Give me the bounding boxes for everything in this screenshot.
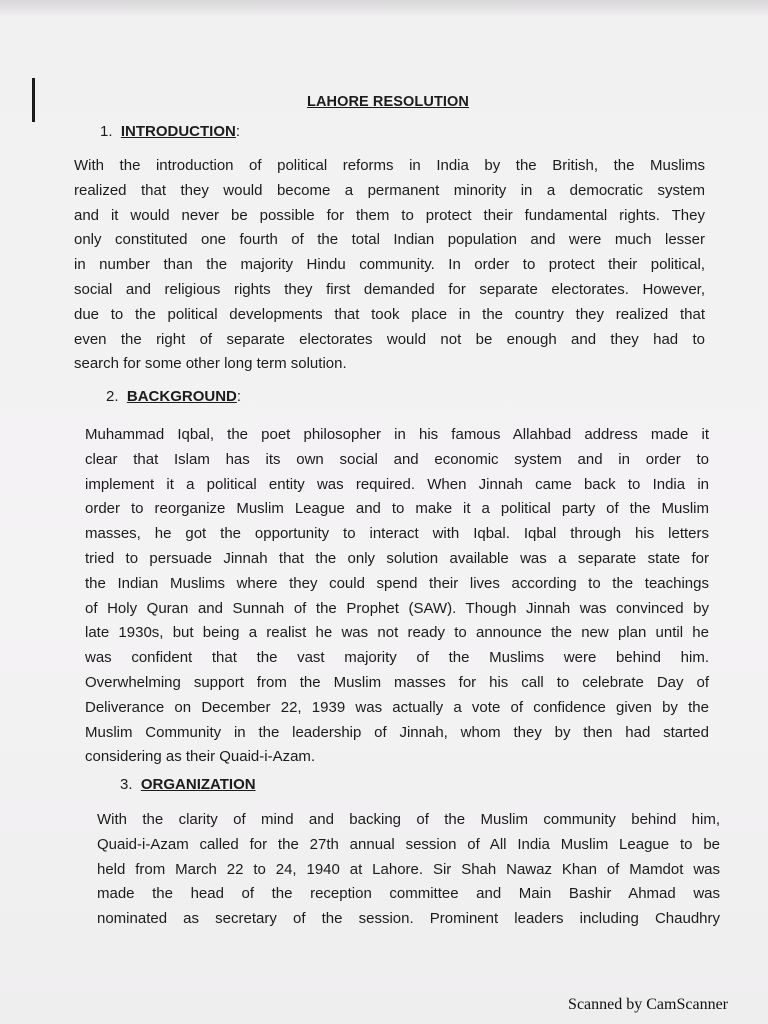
paragraph-line: clear that Islam has its own social and economic system and in order to — [85, 450, 709, 468]
paragraph-line: masses, he got the opportunity to interact with Iqbal. Iqbal through his letters — [85, 525, 709, 543]
paragraph-line: implement it a political entity was required. When Jinnah came back to India in — [85, 475, 709, 493]
paragraph-line: tried to persuade Jinnah that the only solution available was a separate state for — [85, 549, 709, 567]
paragraph-line: the Indian Muslims where they could spend their lives according to the teachings — [85, 574, 709, 592]
paragraph-line: With the clarity of mind and backing of the Muslim community behind him, — [97, 811, 720, 828]
paragraph-line: social and religious rights they first demanded for separate electorates. However, — [74, 280, 705, 298]
paragraph-line: only constituted one fourth of the total Indian population and were much lesser — [74, 231, 705, 249]
background-paragraph — [85, 423, 709, 770]
section-title: BACKGROUND — [126, 388, 237, 405]
page-top-shadow — [0, 0, 768, 16]
paragraph-line: Deliverance on December 22, 1939 was actually a vote of confidence given by the — [85, 698, 709, 716]
section-title: ORGANIZATION — [140, 776, 256, 793]
paragraph-line: Quaid-i-Azam called for the 27th annual session of All India Muslim League to be — [97, 835, 720, 853]
paragraph-line: nominated as secretary of the session. Prominent leaders including Chaudhry — [97, 910, 720, 928]
paragraph-line: made the head of the reception committee and Main Bashir Ahmad was — [97, 885, 720, 903]
camscanner-watermark: Scanned by CamScanner — [568, 996, 728, 1013]
section-number: 2. — [106, 388, 119, 405]
section-number: 3. — [120, 776, 133, 793]
paragraph-line: held from March 22 to 24, 1940 at Lahore. Sir Shah Nawaz Khan of Mamdot was — [97, 860, 720, 878]
paragraph-line: was confident that the vast majority of the Muslims were behind him. — [85, 649, 709, 667]
paragraph-line: With the introduction of political reforms in India by the British, the Muslims — [74, 157, 705, 174]
paragraph-line: realized that they would become a permanent minority in a democratic system — [74, 181, 705, 199]
paragraph-line: search for some other long term solution. — [74, 355, 347, 373]
section-heading-organization — [120, 776, 256, 793]
paragraph-line: and it would never be possible for them to protect their fundamental rights. They — [74, 206, 705, 224]
section-title-suffix: : — [235, 123, 241, 140]
paragraph-line: of Holy Quran and Sunnah of the Prophet (SAW). Though Jinnah was convinced by — [85, 599, 709, 617]
section-title: INTRODUCTION — [120, 123, 236, 140]
introduction-paragraph — [74, 154, 705, 377]
paragraph-line: Muhammad Iqbal, the poet philosopher in his famous Allahbad address made it — [85, 426, 709, 443]
section-number: 1. — [100, 123, 113, 140]
paragraph-line: due to the political developments that took place in the country they realized that — [74, 305, 705, 323]
paragraph-line: order to reorganize Muslim League and to make it a political party of the Muslim — [85, 500, 709, 518]
paragraph-line: Muslim Community in the leadership of Jinnah, whom they by then had started — [85, 723, 709, 741]
section-heading-background — [106, 388, 241, 405]
paragraph-line: considering as their Quaid-i-Azam. — [85, 748, 316, 766]
document-title: LAHORE RESOLUTION — [306, 94, 469, 110]
paragraph-line: even the right of separate electorates would not be enough and they had to — [74, 330, 705, 348]
section-title-suffix: : — [236, 388, 242, 405]
paragraph-line: Overwhelming support from the Muslim masses for his call to celebrate Day of — [85, 673, 709, 691]
paragraph-line: late 1930s, but being a realist he was not ready to announce the new plan until he — [85, 624, 709, 642]
paragraph-line: in number than the majority Hindu community. In order to protect their political, — [74, 256, 705, 274]
section-heading-introduction — [100, 123, 240, 140]
organization-paragraph — [97, 808, 720, 932]
